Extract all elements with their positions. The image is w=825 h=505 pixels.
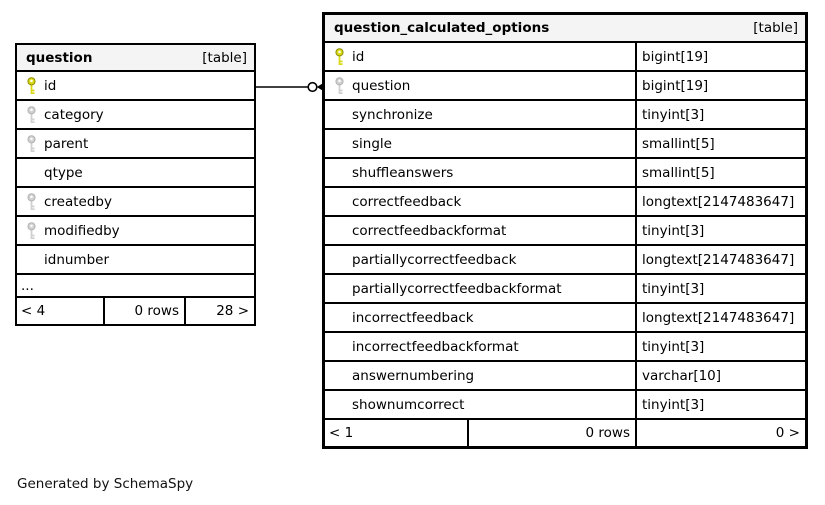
column-type: tinyint[3]	[635, 275, 805, 302]
parents-count: < 1	[325, 420, 469, 446]
relationship-connector	[256, 77, 326, 97]
column-name: shuffleanswers	[352, 164, 454, 181]
column-name-cell	[325, 217, 635, 244]
foreign-key-icon	[27, 193, 36, 211]
column-type: bigint[19]	[635, 43, 805, 70]
table-qco-columns	[325, 43, 805, 420]
column-row-incorrectfeedback	[325, 304, 805, 333]
children-count: 28 >	[216, 303, 249, 319]
column-name: correctfeedback	[352, 193, 462, 210]
column-type: tinyint[3]	[635, 101, 805, 128]
column-row-parent	[17, 130, 254, 159]
column-type: smallint[5]	[635, 159, 805, 186]
column-type: tinyint[3]	[635, 333, 805, 360]
primary-key-icon	[335, 48, 344, 66]
column-name: parent	[44, 135, 89, 152]
parents-count: < 4	[17, 298, 105, 324]
column-name: partiallycorrectfeedbackformat	[352, 280, 562, 297]
column-name-cell	[325, 391, 635, 418]
generated-by-caption: Generated by SchemaSpy	[17, 476, 194, 492]
table-question-footer	[17, 298, 254, 324]
table-question[interactable]	[15, 43, 256, 326]
table-question-tag: [table]	[202, 49, 247, 66]
column-name-cell	[325, 304, 635, 331]
column-name-cell	[325, 43, 635, 70]
foreign-key-icon	[27, 222, 36, 240]
column-type: tinyint[3]	[635, 391, 805, 418]
column-row-single	[325, 130, 805, 159]
column-name: qtype	[44, 164, 83, 181]
column-name: modifiedby	[44, 222, 120, 239]
column-name-cell	[325, 275, 635, 302]
column-type: bigint[19]	[635, 72, 805, 99]
column-row-qtype	[17, 159, 254, 188]
column-name: id	[352, 48, 365, 65]
column-name: category	[44, 106, 104, 123]
column-row-createdby	[17, 188, 254, 217]
table-qco-header[interactable]	[325, 15, 805, 43]
column-row-incorrectfeedbackformat	[325, 333, 805, 362]
column-name-cell	[17, 72, 254, 99]
foreign-key-icon	[27, 106, 36, 124]
children-count: 0 >	[775, 425, 800, 441]
table-question-calculated-options[interactable]	[322, 12, 808, 449]
column-name-cell	[325, 333, 635, 360]
column-row-id	[325, 43, 805, 72]
primary-key-icon	[27, 77, 36, 95]
column-name: createdby	[44, 193, 112, 210]
table-question-name[interactable]: question	[26, 49, 93, 66]
column-name: idnumber	[44, 251, 110, 268]
column-type: longtext[2147483647]	[635, 188, 805, 215]
column-name-cell	[17, 188, 254, 215]
column-name-cell	[325, 72, 635, 99]
column-name: partiallycorrectfeedback	[352, 251, 517, 268]
table-qco-name[interactable]: question_calculated_options	[334, 20, 550, 36]
column-row-question	[325, 72, 805, 101]
column-row-partiallycorrectfeedbackformat	[325, 275, 805, 304]
column-row-answernumbering	[325, 362, 805, 391]
column-name: ...	[21, 277, 34, 294]
column-name-cell	[17, 159, 254, 186]
row-count: 0 rows	[105, 298, 186, 324]
column-name-cell	[17, 246, 254, 273]
column-row-partiallycorrectfeedback	[325, 246, 805, 275]
column-type: tinyint[3]	[635, 217, 805, 244]
table-qco-footer	[325, 420, 805, 446]
column-name: incorrectfeedback	[352, 309, 474, 326]
column-row-synchronize	[325, 101, 805, 130]
column-name: shownumcorrect	[352, 396, 465, 413]
column-row-correctfeedback	[325, 188, 805, 217]
table-question-columns	[17, 72, 254, 298]
column-name-cell	[325, 246, 635, 273]
column-name-cell	[17, 101, 254, 128]
column-row-idnumber	[17, 246, 254, 275]
row-count: 0 rows	[469, 420, 637, 446]
column-name: correctfeedbackformat	[352, 222, 507, 239]
column-name: single	[352, 135, 392, 152]
relationship-circle	[308, 83, 317, 92]
table-qco-tag: [table]	[753, 20, 798, 36]
column-name: incorrectfeedbackformat	[352, 338, 519, 355]
column-name-cell	[325, 159, 635, 186]
column-name-cell	[17, 130, 254, 157]
more-columns-row	[17, 275, 254, 298]
column-row-correctfeedbackformat	[325, 217, 805, 246]
column-name: question	[352, 77, 411, 94]
column-name: synchronize	[352, 106, 433, 123]
column-row-modifiedby	[17, 217, 254, 246]
column-name-cell	[17, 275, 254, 296]
column-row-id	[17, 72, 254, 101]
column-row-shuffleanswers	[325, 159, 805, 188]
column-name-cell	[325, 188, 635, 215]
column-type: varchar[10]	[635, 362, 805, 389]
column-name-cell	[325, 101, 635, 128]
column-type: smallint[5]	[635, 130, 805, 157]
table-question-header[interactable]	[17, 45, 254, 72]
column-row-category	[17, 101, 254, 130]
column-name-cell	[325, 362, 635, 389]
column-name-cell	[17, 217, 254, 244]
column-name: id	[44, 77, 57, 94]
foreign-key-icon	[27, 135, 36, 153]
column-row-shownumcorrect	[325, 391, 805, 420]
column-type: longtext[2147483647]	[635, 304, 805, 331]
column-type: longtext[2147483647]	[635, 246, 805, 273]
foreign-key-icon	[335, 77, 344, 95]
column-name-cell	[325, 130, 635, 157]
column-name: answernumbering	[352, 367, 475, 384]
